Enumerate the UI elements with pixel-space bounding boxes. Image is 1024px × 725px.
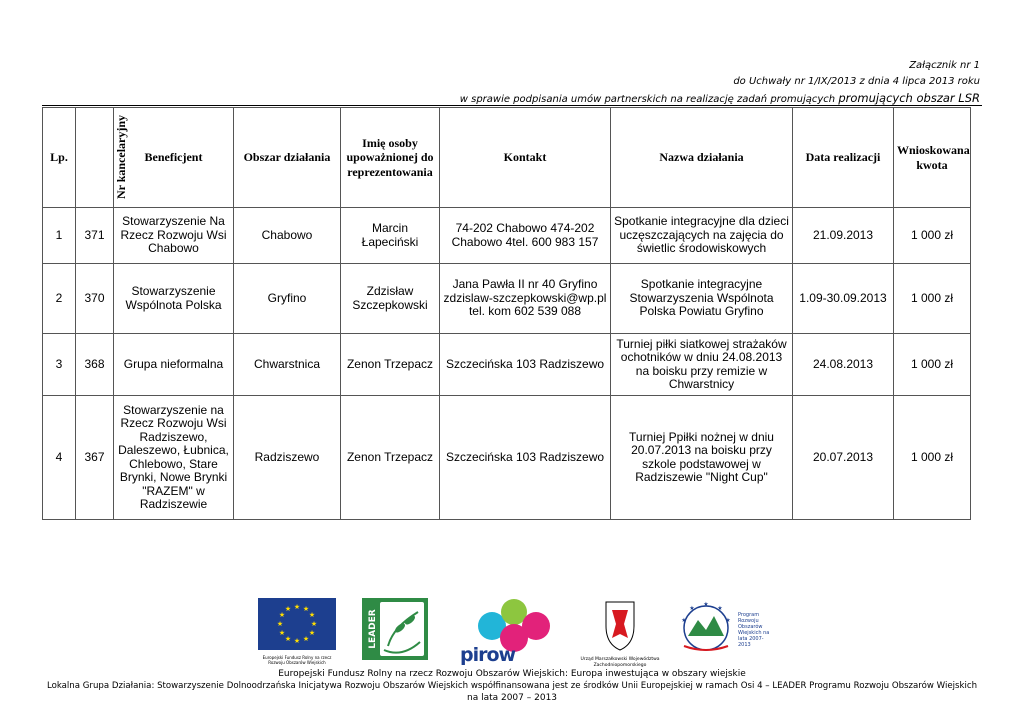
cell-nr: 367 [76, 396, 114, 520]
cell-osoba: Marcin Łapeciński [341, 208, 440, 264]
prow-emblem-icon [676, 596, 734, 656]
cell-kwota: 1 000 zł [894, 264, 971, 334]
logo-strip [0, 596, 1024, 666]
pirow-wordmark: pirow [460, 644, 516, 666]
prow-logo [676, 596, 772, 662]
col-header-osoba: Imię osoby upoważnionej do reprezentowania [341, 108, 440, 208]
prow-caption: Program Rozwoju Obszarów Wiejskich na lata 2007-2013 [738, 612, 770, 648]
svg-text:★: ★ [308, 611, 316, 619]
leader-text: LEADER [368, 609, 378, 649]
cell-lp: 4 [43, 396, 76, 520]
cell-obszar: Gryfino [234, 264, 341, 334]
svg-text:★: ★ [276, 620, 284, 628]
footer-line-2: Lokalna Grupa Działania: Stowarzyszenie Dolnoodrzańska Inicjatywa Rozwoju Obszarów Wiejskich współfinansowana jest ze środków Unii Europejskiej w ramach Osi 4 – LEADER Programu Rozwoju Obszarów Wiejskich [46, 681, 978, 691]
svg-text:★: ★ [302, 605, 310, 613]
cell-kontakt: Szczecińska 103 Radziszewo [440, 396, 611, 520]
cell-beneficjent: Stowarzyszenie na Rzecz Rozwoju Wsi Radziszewo, Daleszewo, Łubnica, Chlebowo, Stare Brynki, Nowe Brynki "RAZEM" w Radziszewie [114, 396, 234, 520]
leader-logo [362, 598, 428, 660]
table-header-row [43, 108, 971, 208]
col-header-nr: Nr kancelaryjny [76, 108, 114, 208]
svg-text:★: ★ [302, 635, 310, 643]
cell-kwota: 1 000 zł [894, 396, 971, 520]
svg-text:★: ★ [278, 611, 286, 619]
col-header-kwota: Wnioskowana kwota [894, 108, 971, 208]
cell-lp: 1 [43, 208, 76, 264]
attachment-number: Załącznik nr 1 [909, 60, 980, 71]
urzad-caption: Urząd Marszałkowski Województwa Zachodniopomorskiego [580, 657, 660, 668]
svg-text:★: ★ [703, 601, 709, 608]
footer-line-1: Europejski Fundusz Rolny na rzecz Rozwoju Obszarów Wiejskich: Europa inwestująca w obszary wiejskie [278, 669, 746, 679]
col-header-beneficjent: Beneficjent [114, 108, 234, 208]
partners-table [42, 107, 971, 520]
cell-data: 20.07.2013 [793, 396, 894, 520]
cell-data: 21.09.2013 [793, 208, 894, 264]
pirow-logo [458, 596, 570, 666]
col-header-lp: Lp. [43, 108, 76, 208]
cell-kwota: 1 000 zł [894, 334, 971, 396]
cell-kontakt: Jana Pawła II nr 40 Gryfino zdzislaw-szczepkowski@wp.pl tel. kom 602 539 088 [440, 264, 611, 334]
cell-nazwa: Spotkanie integracyjne Stowarzyszenia Wspólnota Polska Powiatu Gryfino [611, 264, 793, 334]
cell-beneficjent: Grupa nieformalna [114, 334, 234, 396]
urzad-logo [566, 600, 674, 666]
svg-text:★: ★ [310, 620, 318, 628]
cell-nazwa: Turniej Ppiłki nożnej w dniu 20.07.2013 na boisku przy szkole podstawowej w Radziszewie "Night Cup" [611, 396, 793, 520]
svg-text:★: ★ [308, 629, 316, 637]
eu-caption: Europejski Fundusz Rolny na rzecz Rozwoju Obszarów Wiejskich [262, 655, 332, 665]
cell-kwota: 1 000 zł [894, 208, 971, 264]
svg-text:★: ★ [293, 603, 301, 611]
cell-data: 24.08.2013 [793, 334, 894, 396]
eu-flag-icon [258, 598, 336, 650]
cell-data: 1.09-30.09.2013 [793, 264, 894, 334]
cell-osoba: Zenon Trzepacz [341, 334, 440, 396]
footer-line-3: na lata 2007 – 2013 [466, 693, 558, 703]
table-row [43, 334, 971, 396]
cell-beneficjent: Stowarzyszenie Wspólnota Polska [114, 264, 234, 334]
col-header-kontakt: Kontakt [440, 108, 611, 208]
cell-kontakt: Szczecińska 103 Radziszewo [440, 334, 611, 396]
table-row [43, 264, 971, 334]
table-row [43, 208, 971, 264]
cell-nr: 368 [76, 334, 114, 396]
svg-text:★: ★ [689, 605, 695, 612]
svg-text:★: ★ [725, 617, 731, 624]
resolution-reference: do Uchwały nr 1/IX/2013 z dnia 4 lipca 2013 roku [733, 76, 980, 87]
cell-nr: 370 [76, 264, 114, 334]
cell-lp: 3 [43, 334, 76, 396]
leader-leaf-icon [362, 598, 428, 660]
col-header-nazwa: Nazwa działania [611, 108, 793, 208]
cell-nr: 371 [76, 208, 114, 264]
resolution-subject: w sprawie podpisania umów partnerskich na realizację zadań promujących promujących obszar LSR [459, 91, 980, 105]
cell-kontakt: 74-202 Chabowo 474-202 Chabowo 4tel. 600 983 157 [440, 208, 611, 264]
header-rule [42, 105, 982, 106]
svg-text:★: ★ [293, 637, 301, 645]
svg-text:★: ★ [284, 605, 292, 613]
col-header-data: Data realizacji [793, 108, 894, 208]
coat-of-arms-icon [566, 600, 674, 652]
cell-osoba: Zenon Trzepacz [341, 396, 440, 520]
eu-flag-logo [258, 598, 336, 666]
col-header-obszar: Obszar działania [234, 108, 341, 208]
cell-osoba: Zdzisław Szczepkowski [341, 264, 440, 334]
svg-text:★: ★ [284, 635, 292, 643]
cell-obszar: Chabowo [234, 208, 341, 264]
cell-nazwa: Spotkanie integracyjne dla dzieci uczęszczających na zajęcia do świetlic środowiskowych [611, 208, 793, 264]
cell-obszar: Radziszewo [234, 396, 341, 520]
svg-text:★: ★ [278, 629, 286, 637]
cell-nazwa: Turniej piłki siatkowej strażaków ochotników w dniu 24.08.2013 na boisku przy remizie w Chwarstnicy [611, 334, 793, 396]
table-row [43, 396, 971, 520]
cell-obszar: Chwarstnica [234, 334, 341, 396]
cell-beneficjent: Stowarzyszenie Na Rzecz Rozwoju Wsi Chabowo [114, 208, 234, 264]
svg-text:★: ★ [681, 617, 687, 624]
cell-lp: 2 [43, 264, 76, 334]
svg-text:★: ★ [717, 605, 723, 612]
attachment-header [460, 58, 980, 108]
